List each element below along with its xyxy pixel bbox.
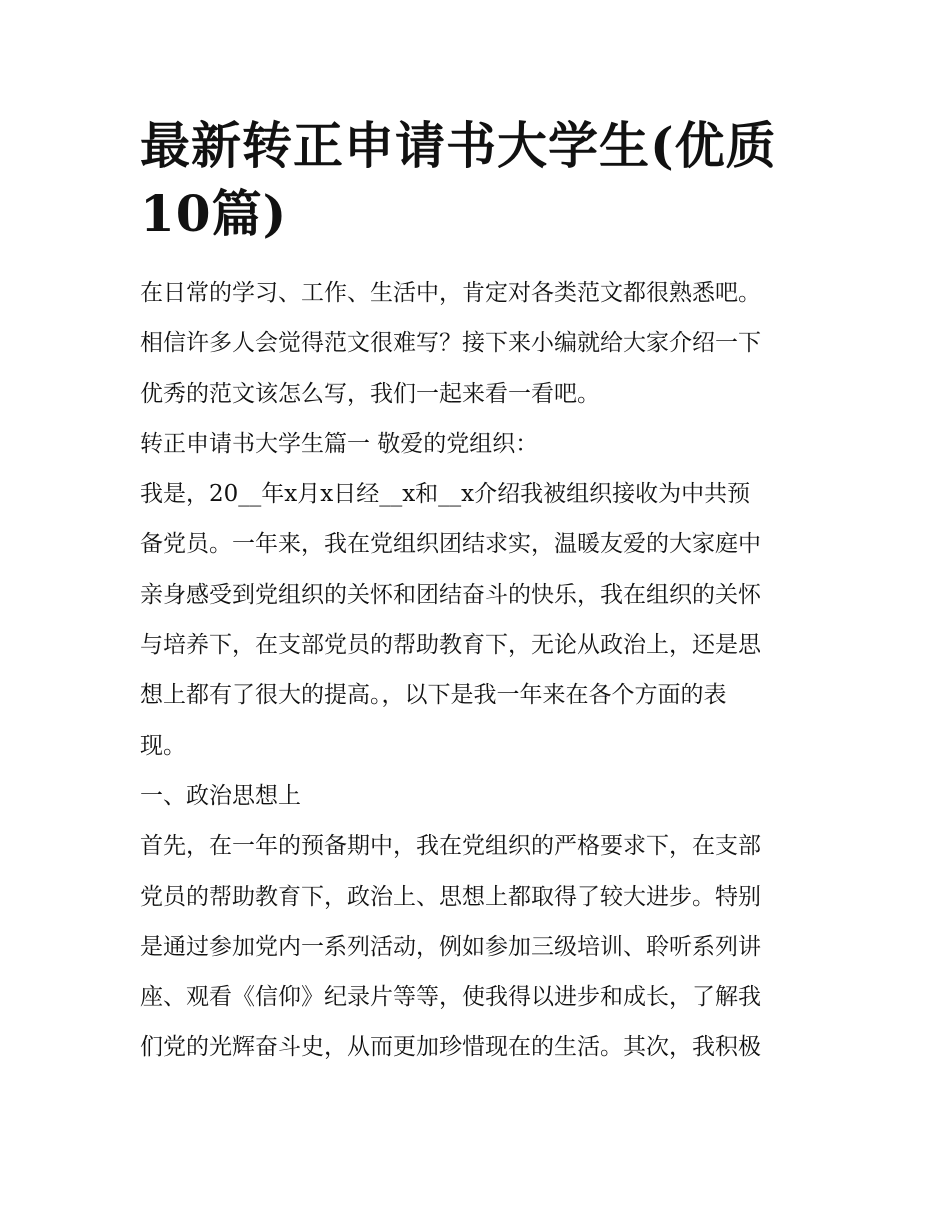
text-line: 与培养下，在支部党员的帮助教育下，无论从政治上，还是思 bbox=[140, 632, 761, 659]
text-line: 们党的光辉奋斗史，从而更加珍惜现在的生活。其次，我积极 bbox=[140, 1034, 761, 1061]
text-line: 我是，20__年x月x日经__x和__x介绍我被组织接收为中共预 bbox=[140, 481, 751, 508]
document-page bbox=[140, 112, 820, 1073]
document-title bbox=[140, 112, 820, 248]
section-heading bbox=[140, 771, 820, 821]
text-line: 现。 bbox=[140, 732, 186, 759]
title-line: 最新转正申请书大学生(优质 bbox=[140, 116, 777, 175]
text-line: 一、政治思想上 bbox=[140, 782, 301, 809]
text-line: 是通过参加党内一系列活动，例如参加三级培训、聆听系列讲 bbox=[140, 933, 761, 960]
text-line: 相信许多人会觉得范文很难写？接下来小编就给大家介绍一下 bbox=[140, 330, 761, 357]
text-line: 座、观看《信仰》纪录片等等，使我得以进步和成长，了解我 bbox=[140, 984, 761, 1011]
text-line: 党员的帮助教育下，政治上、思想上都取得了较大进步。特别 bbox=[140, 883, 761, 910]
text-line: 首先，在一年的预备期中，我在党组织的严格要求下，在支部 bbox=[140, 833, 761, 860]
text-line: 备党员。一年来，我在党组织团结求实，温暖友爱的大家庭中 bbox=[140, 531, 761, 558]
text-line: 想上都有了很大的提高。，以下是我一年来在各个方面的表 bbox=[140, 682, 727, 709]
body-paragraph bbox=[140, 821, 820, 1072]
text-line: 转正申请书大学生篇一 敬爱的党组织： bbox=[140, 430, 539, 457]
title-line: 10篇) bbox=[140, 184, 288, 243]
body-paragraph bbox=[140, 469, 820, 771]
intro-paragraph bbox=[140, 268, 820, 419]
text-line: 亲身感受到党组织的关怀和团结奋斗的快乐，我在组织的关怀 bbox=[140, 581, 761, 608]
text-line: 优秀的范文该怎么写，我们一起来看一看吧。 bbox=[140, 380, 600, 407]
section-heading bbox=[140, 419, 820, 469]
text-line: 在日常的学习、工作、生活中，肯定对各类范文都很熟悉吧。 bbox=[140, 280, 761, 306]
